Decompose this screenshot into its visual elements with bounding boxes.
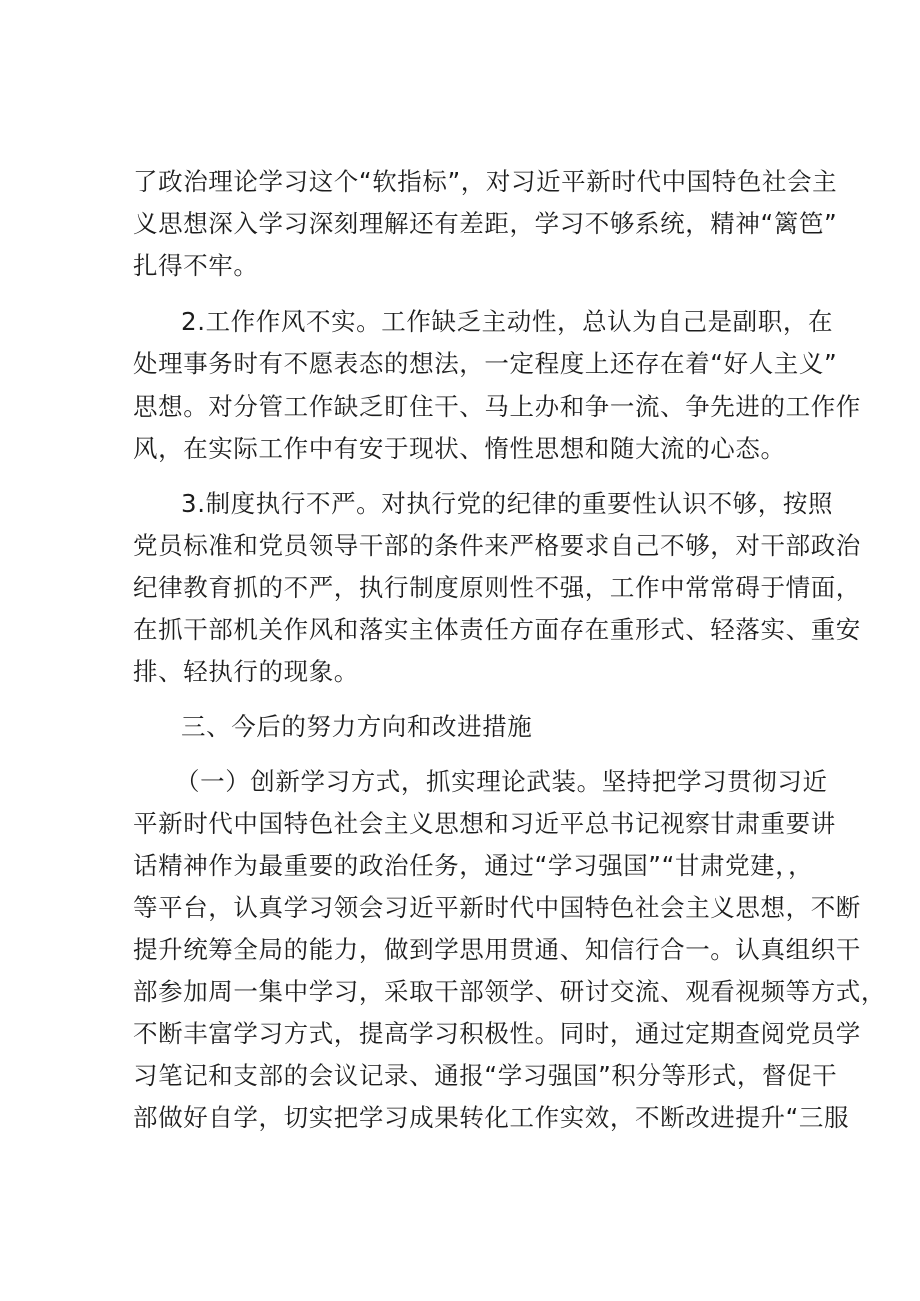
text-line: 部参加周一集中学习，采取干部领学、研讨交流、观看视频等方式， [133,977,886,1006]
text-line: 提升统筹全局的能力，做到学思用贯通、知信行合一。认真组织干 [133,935,861,964]
text-line: 在抓干部机关作风和落实主体责任方面存在重形式、轻落实、重安 [133,615,861,644]
text-line: 排、轻执行的现象。 [133,657,359,686]
text-line: 了政治理论学习这个“软指标”，对习近平新时代中国特色社会主 [133,167,838,196]
text-line: （一）创新学习方式，抓实理论武装。坚持把学习贯彻习近 [175,767,828,796]
text-line: 话精神作为最重要的政治任务，通过“学习强国”“甘肃党建，， [133,851,814,880]
text-line: 义思想深入学习深刻理解还有差距，学习不够系统，精神“篱笆” [133,209,838,238]
text-line: 2.工作作风不实。工作缺乏主动性，总认为自己是副职，在 [181,307,834,336]
text-line: 3.制度执行不严。对执行党的纪律的重要性认识不够，按照 [181,489,834,518]
text-line: 风，在实际工作中有安于现状、惰性思想和随大流的心态。 [133,434,786,463]
text-line: 平新时代中国特色社会主义思想和习近平总书记视察甘肃重要讲 [133,809,836,838]
text-line: 习笔记和支部的会议记录、通报“学习强国”积分等形式，督促干 [133,1061,838,1090]
text-line: 党员标准和党员领导干部的条件来严格要求自己不够，对干部政治 [133,531,861,560]
text-line: 不断丰富学习方式，提高学习积极性。同时，通过定期查阅党员学 [133,1019,861,1048]
text-line: 处理事务时有不愿表态的想法，一定程度上还存在着“好人主义” [133,349,838,378]
text-line: 扎得不牢。 [133,251,259,280]
text-line: 思想。对分管工作缺乏盯住干、马上办和争一流、争先进的工作作 [133,392,861,421]
section-heading: 三、今后的努力方向和改进措施 [181,712,533,741]
text-line: 等平台，认真学习领会习近平新时代中国特色社会主义思想，不断 [133,893,861,922]
text-line: 纪律教育抓的不严，执行制度原则性不强，工作中常常碍于情面， [133,573,861,602]
text-line: 部做好自学，切实把学习成果转化工作实效，不断改进提升“三服 [133,1103,850,1132]
